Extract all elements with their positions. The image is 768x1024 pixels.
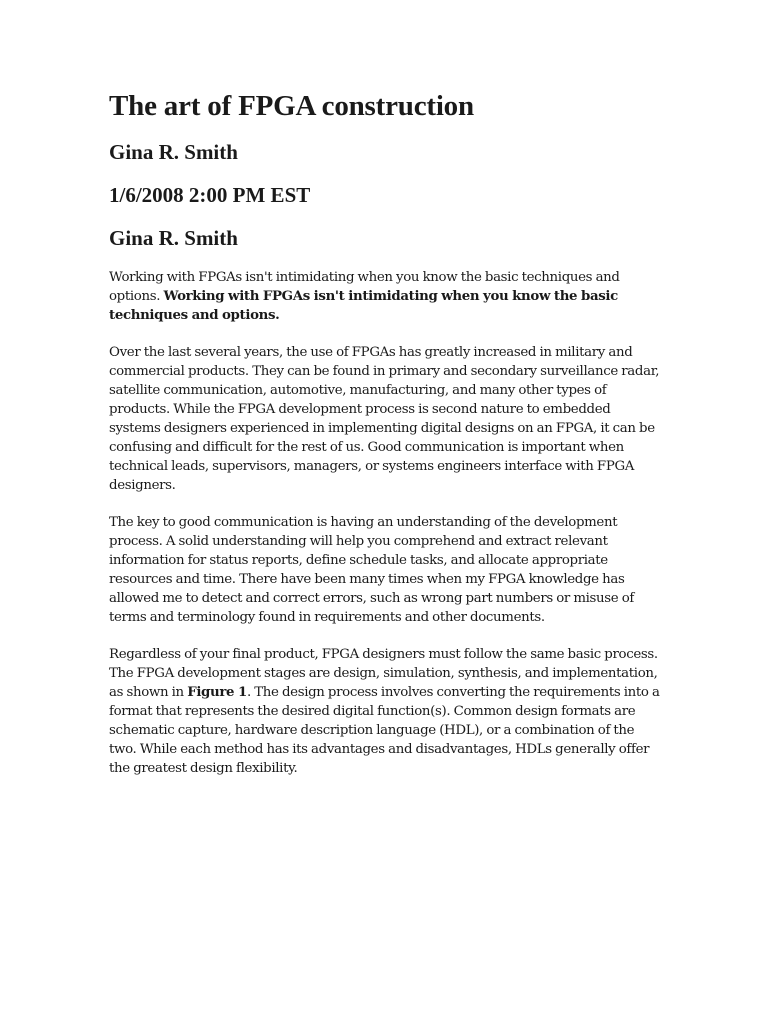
intro-bold-text: Working with FPGAs isn't intimidating when you know the basic techniques and options.	[109, 288, 618, 323]
figure-reference: Figure 1	[187, 684, 247, 700]
intro-text: Working with FPGAs isn't intimidating when you know the basic techniques and options.	[109, 270, 620, 304]
body-paragraph-3: The key to good communication is having an understanding of the development process. A solid understanding will help you comprehend and extract relevant information for status reports, define schedule tasks, and allocate appropriate resources and time. There have been many times when my FPGA knowledge has allowed me to detect and correct errors, such as wrong part numbers or misuse of terms and terminology found in requirements and other documents.	[109, 515, 635, 625]
article-title: The art of FPGA construction	[109, 90, 474, 122]
author-byline-repeat: Gina R. Smith	[109, 226, 238, 250]
intro-paragraph	[109, 268, 664, 325]
publish-date: 1/6/2008 2:00 PM EST	[109, 183, 311, 207]
body-paragraph-2: Over the last several years, the use of FPGAs has greatly increased in military and commercial products. They can be found in primary and secondary surveillance radar, satellite communication, automotive, manufacturing, and many other types of products. While the FPGA development process is second nature to embedded systems designers experienced in implementing digital designs on an FPGA, it can be confusing and difficult for the rest of us. Good communication is important when technical leads, supervisors, managers, or systems engineers interface with FPGA designers.	[109, 345, 660, 493]
author-byline: Gina R. Smith	[109, 140, 238, 164]
body-paragraph-4	[109, 645, 664, 778]
paragraph-4-text-before: Regardless of your final product, FPGA designers must follow the same basic process. The FPGA development stages are design, simulation, synthesis, and implementation, as shown in	[109, 647, 658, 700]
paragraph-4-text-after: . The design process involves converting the requirements into a format that represents the desired digital function(s). Common design formats are schematic capture, hardware description language (HDL), or a combination of the two. While each method has its advantages and disadvantages, HDLs generally offer the greatest design flexibility.	[109, 685, 660, 776]
